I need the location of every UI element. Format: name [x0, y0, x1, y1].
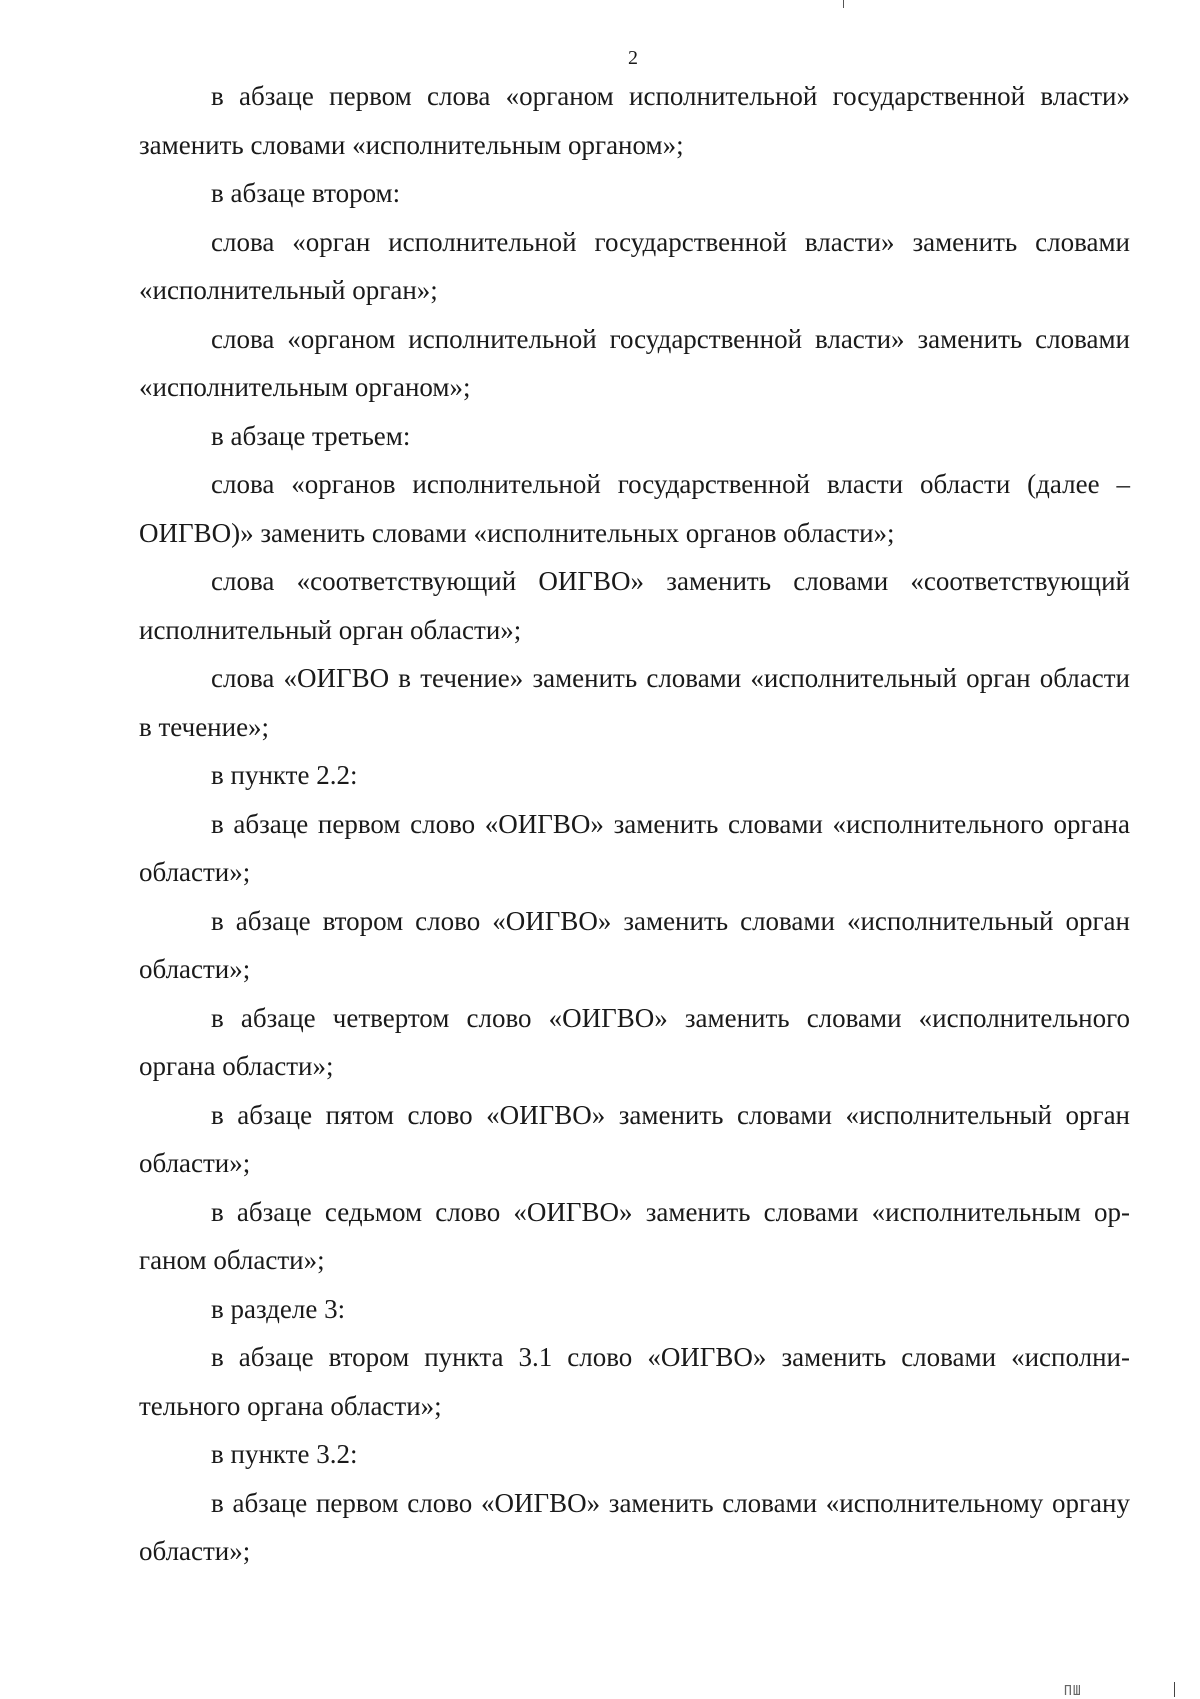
paragraph: в абзаце третьем:	[211, 420, 411, 451]
paragraph: в абзаце втором:	[211, 178, 401, 208]
paragraph: слова «соответствующий ОИГВО» заменить словами «соответствующий исполнительный орган области»;	[139, 566, 1130, 645]
paragraph: слова «ОИГВО в течение» заменить словами «исполнительный орган области в течение»;	[139, 663, 1130, 742]
paragraph: в абзаце пятом слово «ОИГВО» заменить словами «исполнительный орган области»;	[139, 1099, 1130, 1178]
paragraph: слова «органов исполнительной государственной власти области (далее – ОИГВО)» заменить словами «исполнительных органов области»;	[139, 469, 1130, 548]
footer-mark: ПШ	[1064, 1684, 1082, 1699]
paragraph: слова «орган исполнительной государственной власти» заменить словами «исполнительный орган»;	[139, 226, 1130, 305]
page-number: 2	[628, 47, 638, 69]
paragraph: в абзаце первом слова «органом исполнительной государственной власти» заменить словами «исполнительным органом»;	[139, 81, 1130, 160]
paragraph: слова «органом исполнительной государственной власти» заменить словами «исполнительным органом»;	[139, 323, 1130, 402]
paragraph: в абзаце четвертом слово «ОИГВО» заменить словами «исполнительного органа области»;	[139, 1002, 1130, 1081]
paragraph: в пункте 3.2:	[211, 1439, 358, 1469]
paragraph: в абзаце седьмом слово «ОИГВО» заменить словами «исполнительным органом области»;	[139, 1196, 1130, 1275]
paragraph: в пункте 2.2:	[211, 760, 358, 790]
scan-mark-bottom	[1174, 1682, 1175, 1697]
scan-mark-top	[843, 0, 844, 8]
paragraph: в абзаце втором слово «ОИГВО» заменить словами «исполнительный орган области»;	[139, 905, 1130, 984]
paragraph: в разделе 3:	[211, 1293, 346, 1324]
paragraph: в абзаце первом слово «ОИГВО» заменить словами «исполнительному органу области»;	[139, 1487, 1130, 1566]
paragraph: в абзаце втором пункта 3.1 слово «ОИГВО» заменить словами «исполнительного органа области»;	[139, 1342, 1130, 1421]
paragraph: в абзаце первом слово «ОИГВО» заменить словами «исполнительного органа области»;	[139, 808, 1130, 887]
document-body	[139, 72, 1130, 1576]
